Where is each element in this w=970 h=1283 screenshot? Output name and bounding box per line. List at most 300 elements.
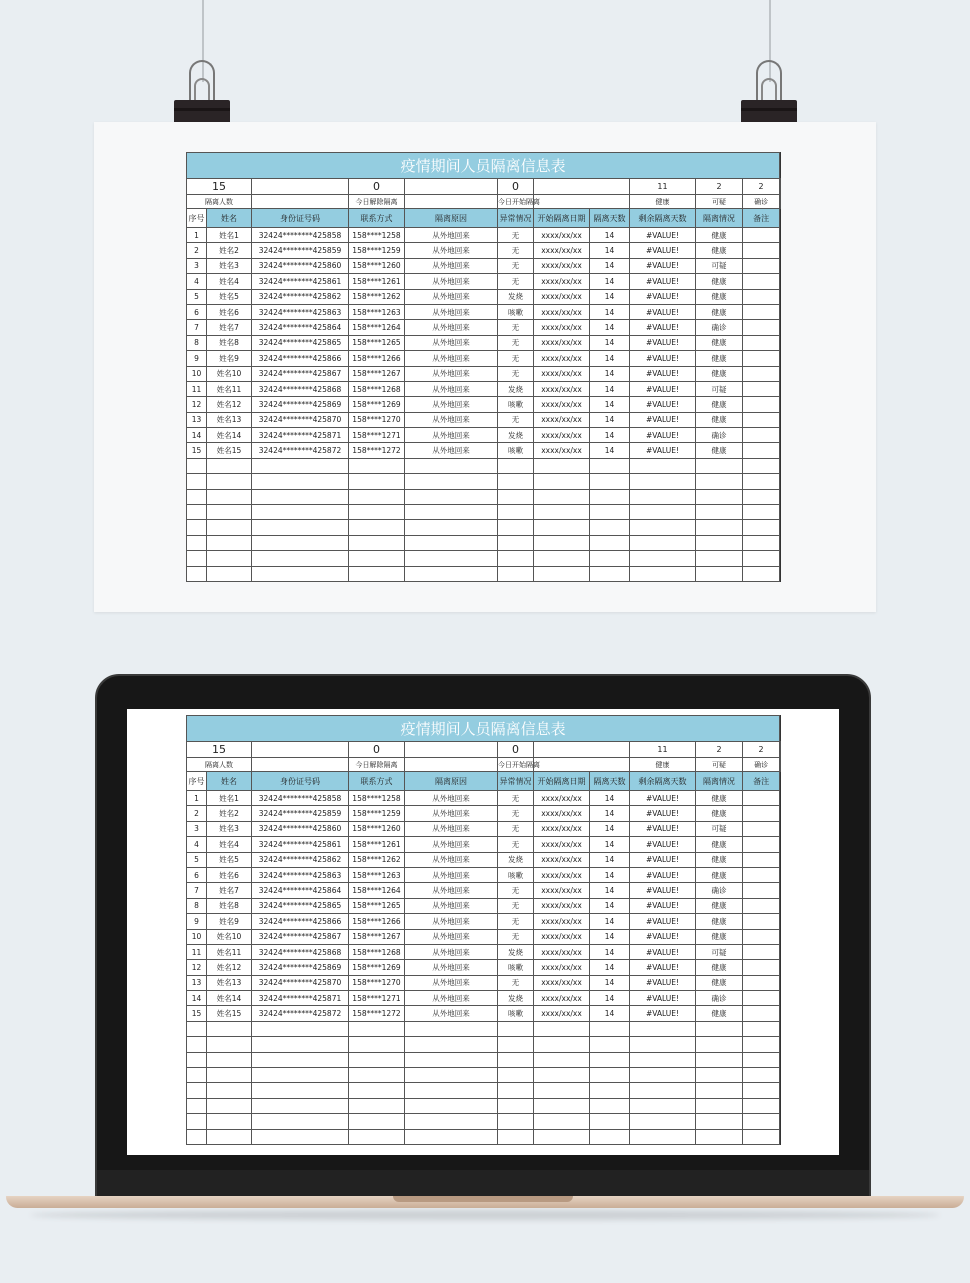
table-cell: #VALUE! bbox=[630, 381, 696, 396]
empty-cell bbox=[696, 1098, 743, 1113]
table-cell: 咳嗽 bbox=[498, 1006, 534, 1021]
table-cell: 发烧 bbox=[498, 289, 534, 304]
table-cell: #VALUE! bbox=[630, 791, 696, 806]
table-cell bbox=[743, 351, 780, 366]
empty-row bbox=[187, 1037, 781, 1052]
table-cell: 姓名12 bbox=[207, 960, 252, 975]
table-cell: 4 bbox=[187, 274, 207, 289]
table-cell: 从外地回来 bbox=[405, 883, 498, 898]
table-cell: 可疑 bbox=[696, 821, 743, 836]
table-cell: 可疑 bbox=[696, 258, 743, 273]
table-cell: xxxx/xx/xx bbox=[534, 867, 590, 882]
empty-cell bbox=[743, 1129, 780, 1144]
table-cell: 咳嗽 bbox=[498, 304, 534, 319]
table-cell: 158****1261 bbox=[349, 274, 405, 289]
empty-cell bbox=[590, 474, 630, 489]
empty-cell bbox=[252, 1021, 349, 1036]
table-cell: 从外地回来 bbox=[405, 289, 498, 304]
empty-cell bbox=[590, 551, 630, 566]
table-cell: 2 bbox=[187, 806, 207, 821]
table-cell: 158****1261 bbox=[349, 837, 405, 852]
total-count: 15 bbox=[187, 179, 252, 195]
table-cell: 32424********425868 bbox=[252, 944, 349, 959]
table-row bbox=[187, 914, 781, 929]
table-cell: 3 bbox=[187, 821, 207, 836]
table-cell: 从外地回来 bbox=[405, 228, 498, 243]
table-cell: 14 bbox=[590, 975, 630, 990]
table-row bbox=[187, 335, 781, 350]
empty-cell bbox=[590, 1052, 630, 1067]
table-cell: 从外地回来 bbox=[405, 1006, 498, 1021]
empty-cell bbox=[630, 1068, 696, 1083]
column-header: 备注 bbox=[743, 772, 780, 791]
table-cell: 11 bbox=[187, 944, 207, 959]
table-cell: xxxx/xx/xx bbox=[534, 944, 590, 959]
table-cell: 14 bbox=[590, 852, 630, 867]
table-cell: 健康 bbox=[696, 366, 743, 381]
column-header: 剩余隔离天数 bbox=[630, 772, 696, 791]
table-cell: 从外地回来 bbox=[405, 991, 498, 1006]
empty-cell bbox=[498, 551, 534, 566]
table-cell bbox=[743, 228, 780, 243]
empty-cell bbox=[187, 1098, 207, 1113]
column-header: 隔离原因 bbox=[405, 209, 498, 228]
empty-cell bbox=[743, 1052, 780, 1067]
table-cell: 5 bbox=[187, 289, 207, 304]
table-cell bbox=[743, 898, 780, 913]
table-row bbox=[187, 304, 781, 319]
column-header: 备注 bbox=[743, 209, 780, 228]
table-cell: 15 bbox=[187, 443, 207, 458]
total-count: 15 bbox=[187, 742, 252, 758]
empty-cell bbox=[252, 1052, 349, 1067]
empty-cell bbox=[349, 1114, 405, 1129]
table-cell: 14 bbox=[590, 428, 630, 443]
table-cell: 健康 bbox=[696, 852, 743, 867]
empty-cell bbox=[630, 566, 696, 581]
empty-cell bbox=[349, 566, 405, 581]
table-cell: 158****1267 bbox=[349, 929, 405, 944]
table-cell: 无 bbox=[498, 351, 534, 366]
table-cell: xxxx/xx/xx bbox=[534, 258, 590, 273]
table-cell: 158****1268 bbox=[349, 944, 405, 959]
table-row bbox=[187, 274, 781, 289]
table-cell: 健康 bbox=[696, 443, 743, 458]
table-cell bbox=[743, 1006, 780, 1021]
table-cell: 158****1259 bbox=[349, 806, 405, 821]
sheet-title: 疫情期间人员隔离信息表 bbox=[187, 153, 780, 179]
empty-row bbox=[187, 1098, 781, 1113]
table-cell: 7 bbox=[187, 320, 207, 335]
empty-cell bbox=[696, 1037, 743, 1052]
table-cell: xxxx/xx/xx bbox=[534, 274, 590, 289]
table-cell bbox=[743, 929, 780, 944]
table-cell: 无 bbox=[498, 258, 534, 273]
table-cell: 158****1262 bbox=[349, 852, 405, 867]
empty-cell bbox=[590, 1083, 630, 1098]
table-cell: 14 bbox=[590, 1006, 630, 1021]
table-cell: #VALUE! bbox=[630, 320, 696, 335]
table-cell: 姓名14 bbox=[207, 991, 252, 1006]
table-cell: 8 bbox=[187, 335, 207, 350]
table-cell: 发烧 bbox=[498, 428, 534, 443]
table-cell: 可疑 bbox=[696, 381, 743, 396]
table-cell bbox=[743, 821, 780, 836]
empty-cell bbox=[187, 505, 207, 520]
table-cell: 从外地回来 bbox=[405, 397, 498, 412]
table-cell: 确诊 bbox=[696, 428, 743, 443]
empty-cell bbox=[743, 551, 780, 566]
empty-row bbox=[187, 566, 781, 581]
empty-cell bbox=[696, 551, 743, 566]
column-header: 剩余隔离天数 bbox=[630, 209, 696, 228]
table-cell: 姓名11 bbox=[207, 944, 252, 959]
table-cell: xxxx/xx/xx bbox=[534, 320, 590, 335]
table-cell: 158****1269 bbox=[349, 397, 405, 412]
table-cell: 32424********425872 bbox=[252, 1006, 349, 1021]
empty-cell bbox=[498, 1052, 534, 1067]
table-cell: 姓名5 bbox=[207, 289, 252, 304]
empty-cell bbox=[696, 1083, 743, 1098]
laptop-bezel bbox=[97, 1170, 869, 1196]
empty-cell bbox=[187, 489, 207, 504]
table-cell: 姓名1 bbox=[207, 791, 252, 806]
empty-cell bbox=[590, 535, 630, 550]
table-cell: 从外地回来 bbox=[405, 867, 498, 882]
empty-cell bbox=[349, 458, 405, 473]
table-row bbox=[187, 975, 781, 990]
table-cell: 无 bbox=[498, 806, 534, 821]
empty-cell bbox=[252, 535, 349, 550]
table-cell: 姓名2 bbox=[207, 243, 252, 258]
empty-cell bbox=[743, 1083, 780, 1098]
empty-cell bbox=[405, 520, 498, 535]
table-cell: 6 bbox=[187, 304, 207, 319]
summary-row bbox=[187, 742, 781, 758]
table-cell: 32424********425859 bbox=[252, 243, 349, 258]
table-cell: 14 bbox=[590, 243, 630, 258]
table-cell: 14 bbox=[187, 428, 207, 443]
table-cell: 从外地回来 bbox=[405, 304, 498, 319]
table-cell: 咳嗽 bbox=[498, 397, 534, 412]
table-cell: 32424********425866 bbox=[252, 351, 349, 366]
table-cell: 姓名12 bbox=[207, 397, 252, 412]
empty-cell bbox=[405, 1114, 498, 1129]
healthy-label: 健康 bbox=[630, 758, 696, 772]
table-cell: 158****1269 bbox=[349, 960, 405, 975]
table-cell: #VALUE! bbox=[630, 335, 696, 350]
empty-cell bbox=[696, 535, 743, 550]
empty-cell bbox=[252, 1114, 349, 1129]
table-cell: xxxx/xx/xx bbox=[534, 914, 590, 929]
empty-cell bbox=[207, 458, 252, 473]
empty-cell bbox=[405, 535, 498, 550]
table-cell: 姓名6 bbox=[207, 867, 252, 882]
empty-cell bbox=[590, 520, 630, 535]
empty-row bbox=[187, 551, 781, 566]
table-cell: 32424********425860 bbox=[252, 821, 349, 836]
table-cell: 14 bbox=[590, 867, 630, 882]
table-cell: 13 bbox=[187, 412, 207, 427]
empty-cell bbox=[252, 1083, 349, 1098]
table-cell bbox=[743, 289, 780, 304]
empty-cell bbox=[252, 1068, 349, 1083]
column-header: 隔离情况 bbox=[696, 209, 743, 228]
empty-cell bbox=[590, 505, 630, 520]
column-header: 异常情况 bbox=[498, 772, 534, 791]
table-row bbox=[187, 806, 781, 821]
table-cell: 健康 bbox=[696, 960, 743, 975]
table-cell: xxxx/xx/xx bbox=[534, 806, 590, 821]
empty-row bbox=[187, 474, 781, 489]
empty-cell bbox=[696, 458, 743, 473]
table-cell: 从外地回来 bbox=[405, 335, 498, 350]
table-cell: 14 bbox=[590, 304, 630, 319]
table-cell: 健康 bbox=[696, 914, 743, 929]
table-cell: 健康 bbox=[696, 806, 743, 821]
empty-cell bbox=[252, 489, 349, 504]
table-cell: 32424********425866 bbox=[252, 914, 349, 929]
table-row bbox=[187, 867, 781, 882]
total-label: 隔离人数 bbox=[187, 195, 252, 209]
empty-cell bbox=[534, 1037, 590, 1052]
empty-cell bbox=[696, 1114, 743, 1129]
empty-cell bbox=[630, 474, 696, 489]
empty-cell bbox=[187, 1037, 207, 1052]
empty-cell bbox=[743, 520, 780, 535]
title-row bbox=[187, 153, 781, 179]
empty-cell bbox=[743, 535, 780, 550]
empty-cell bbox=[349, 535, 405, 550]
empty-cell bbox=[187, 551, 207, 566]
table-cell: 发烧 bbox=[498, 381, 534, 396]
table-cell: #VALUE! bbox=[630, 898, 696, 913]
table-cell: 无 bbox=[498, 975, 534, 990]
table-cell: 32424********425861 bbox=[252, 274, 349, 289]
table-cell: 健康 bbox=[696, 975, 743, 990]
empty-cell bbox=[498, 1114, 534, 1129]
table-cell: 姓名13 bbox=[207, 412, 252, 427]
empty-cell bbox=[252, 1037, 349, 1052]
empty-row bbox=[187, 520, 781, 535]
empty-cell bbox=[187, 1129, 207, 1144]
empty-cell bbox=[743, 566, 780, 581]
table-cell: 158****1270 bbox=[349, 975, 405, 990]
empty-cell bbox=[349, 1098, 405, 1113]
table-cell: xxxx/xx/xx bbox=[534, 428, 590, 443]
empty-cell bbox=[534, 1098, 590, 1113]
empty-cell bbox=[252, 474, 349, 489]
column-header: 联系方式 bbox=[349, 772, 405, 791]
table-cell: 158****1265 bbox=[349, 335, 405, 350]
empty-cell bbox=[187, 566, 207, 581]
table-row bbox=[187, 1006, 781, 1021]
table-row bbox=[187, 791, 781, 806]
empty-cell bbox=[534, 474, 590, 489]
empty-cell bbox=[590, 1037, 630, 1052]
table-cell: 发烧 bbox=[498, 991, 534, 1006]
suspected-count: 2 bbox=[696, 179, 743, 195]
table-row bbox=[187, 898, 781, 913]
table-cell: 健康 bbox=[696, 243, 743, 258]
empty-cell bbox=[187, 520, 207, 535]
summary-label-row bbox=[187, 195, 781, 209]
table-cell: 13 bbox=[187, 975, 207, 990]
table-cell: 姓名8 bbox=[207, 335, 252, 350]
table-cell: 158****1258 bbox=[349, 228, 405, 243]
table-cell: 32424********425872 bbox=[252, 443, 349, 458]
isolation-table-paper bbox=[186, 152, 781, 582]
table-cell: 无 bbox=[498, 412, 534, 427]
table-cell: #VALUE! bbox=[630, 428, 696, 443]
table-cell: 1 bbox=[187, 791, 207, 806]
table-cell: 10 bbox=[187, 366, 207, 381]
table-cell: 从外地回来 bbox=[405, 443, 498, 458]
table-cell bbox=[743, 397, 780, 412]
table-cell: 32424********425862 bbox=[252, 289, 349, 304]
table-row bbox=[187, 944, 781, 959]
table-cell: 14 bbox=[590, 335, 630, 350]
empty-row bbox=[187, 1129, 781, 1144]
empty-cell bbox=[498, 566, 534, 581]
empty-cell bbox=[534, 1114, 590, 1129]
started-label: 今日开始隔离 bbox=[498, 195, 534, 209]
table-cell: 158****1265 bbox=[349, 898, 405, 913]
table-row bbox=[187, 289, 781, 304]
table-cell: 158****1266 bbox=[349, 351, 405, 366]
table-cell: 14 bbox=[590, 320, 630, 335]
empty-cell bbox=[743, 1068, 780, 1083]
table-cell: 11 bbox=[187, 381, 207, 396]
table-cell: 从外地回来 bbox=[405, 975, 498, 990]
empty-cell bbox=[252, 458, 349, 473]
summary-row bbox=[187, 179, 781, 195]
empty-cell bbox=[590, 1068, 630, 1083]
table-cell bbox=[743, 960, 780, 975]
empty-cell bbox=[207, 1129, 252, 1144]
empty-cell bbox=[590, 489, 630, 504]
table-cell: 姓名10 bbox=[207, 366, 252, 381]
column-header: 序号 bbox=[187, 772, 207, 791]
table-cell: 14 bbox=[187, 991, 207, 1006]
table-cell: 确诊 bbox=[696, 320, 743, 335]
table-cell: 无 bbox=[498, 791, 534, 806]
empty-cell bbox=[405, 566, 498, 581]
empty-cell bbox=[349, 505, 405, 520]
empty-cell bbox=[405, 1037, 498, 1052]
table-cell: 32424********425863 bbox=[252, 304, 349, 319]
table-cell bbox=[743, 335, 780, 350]
empty-cell bbox=[498, 489, 534, 504]
table-cell: 健康 bbox=[696, 898, 743, 913]
table-cell: 从外地回来 bbox=[405, 960, 498, 975]
empty-row bbox=[187, 1083, 781, 1098]
empty-cell bbox=[630, 458, 696, 473]
empty-cell bbox=[405, 1068, 498, 1083]
table-cell: 158****1267 bbox=[349, 366, 405, 381]
table-cell bbox=[743, 381, 780, 396]
empty-cell bbox=[630, 1037, 696, 1052]
table-cell: 5 bbox=[187, 852, 207, 867]
table-row bbox=[187, 228, 781, 243]
empty-cell bbox=[534, 505, 590, 520]
table-cell: 158****1271 bbox=[349, 991, 405, 1006]
summary-label-row bbox=[187, 758, 781, 772]
table-cell: xxxx/xx/xx bbox=[534, 228, 590, 243]
empty-cell bbox=[498, 1021, 534, 1036]
table-cell: 14 bbox=[590, 837, 630, 852]
table-cell: 无 bbox=[498, 914, 534, 929]
table-row bbox=[187, 351, 781, 366]
table-cell: 姓名2 bbox=[207, 806, 252, 821]
empty-cell bbox=[630, 535, 696, 550]
table-cell: #VALUE! bbox=[630, 806, 696, 821]
table-cell: 14 bbox=[590, 274, 630, 289]
empty-cell bbox=[405, 1098, 498, 1113]
empty-cell bbox=[187, 535, 207, 550]
empty-cell bbox=[630, 489, 696, 504]
empty-cell bbox=[207, 474, 252, 489]
table-row bbox=[187, 243, 781, 258]
empty-cell bbox=[743, 1098, 780, 1113]
healthy-label: 健康 bbox=[630, 195, 696, 209]
empty-cell bbox=[252, 505, 349, 520]
table-cell: 158****1264 bbox=[349, 883, 405, 898]
empty-row bbox=[187, 1052, 781, 1067]
empty-cell bbox=[630, 1083, 696, 1098]
table-cell: #VALUE! bbox=[630, 837, 696, 852]
empty-cell bbox=[743, 1037, 780, 1052]
confirmed-label: 确诊 bbox=[743, 758, 780, 772]
suspected-label: 可疑 bbox=[696, 195, 743, 209]
healthy-count: 11 bbox=[630, 179, 696, 195]
table-cell: #VALUE! bbox=[630, 821, 696, 836]
table-cell: 无 bbox=[498, 898, 534, 913]
empty-cell bbox=[590, 1098, 630, 1113]
empty-cell bbox=[498, 474, 534, 489]
table-cell: 从外地回来 bbox=[405, 351, 498, 366]
table-cell: 无 bbox=[498, 274, 534, 289]
table-cell: 姓名7 bbox=[207, 320, 252, 335]
empty-cell bbox=[405, 1021, 498, 1036]
table-cell: 32424********425858 bbox=[252, 228, 349, 243]
total-label: 隔离人数 bbox=[187, 758, 252, 772]
empty-cell bbox=[187, 458, 207, 473]
table-cell bbox=[743, 304, 780, 319]
empty-cell bbox=[534, 1068, 590, 1083]
empty-cell bbox=[349, 520, 405, 535]
table-cell: 14 bbox=[590, 883, 630, 898]
sheet-title: 疫情期间人员隔离信息表 bbox=[187, 716, 780, 742]
empty-cell bbox=[187, 1068, 207, 1083]
table-cell: #VALUE! bbox=[630, 289, 696, 304]
table-cell: 健康 bbox=[696, 1006, 743, 1021]
empty-cell bbox=[349, 1021, 405, 1036]
table-cell: 14 bbox=[590, 991, 630, 1006]
empty-cell bbox=[207, 1068, 252, 1083]
empty-cell bbox=[498, 505, 534, 520]
table-cell: #VALUE! bbox=[630, 258, 696, 273]
table-row bbox=[187, 412, 781, 427]
table-row bbox=[187, 258, 781, 273]
empty-cell bbox=[405, 551, 498, 566]
empty-cell bbox=[405, 1083, 498, 1098]
empty-row bbox=[187, 1021, 781, 1036]
empty-cell bbox=[630, 1052, 696, 1067]
empty-cell bbox=[187, 1021, 207, 1036]
empty-cell bbox=[630, 505, 696, 520]
table-cell: 32424********425864 bbox=[252, 883, 349, 898]
